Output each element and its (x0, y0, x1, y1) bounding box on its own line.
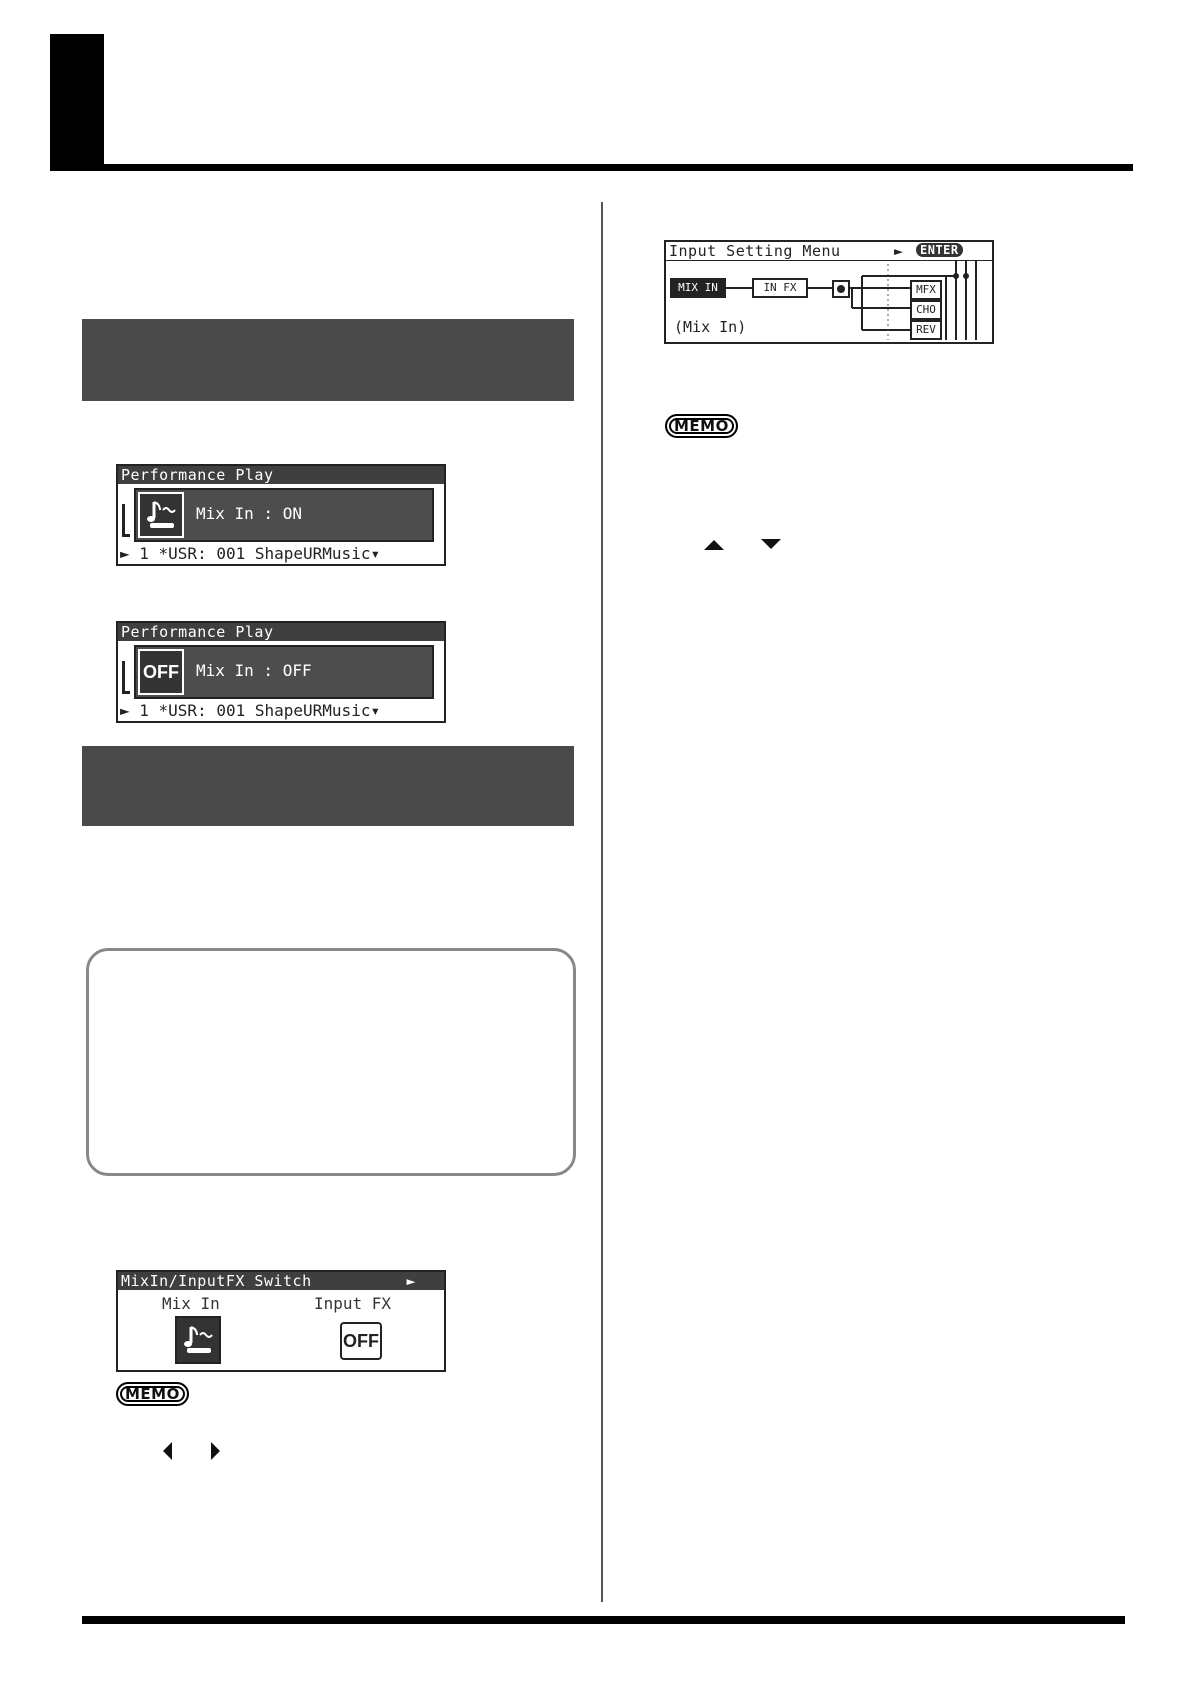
block-cho[interactable]: CHO (910, 300, 942, 320)
section-heading-bar-2 (82, 746, 574, 826)
lcd-performance-play-off (116, 621, 446, 723)
cursor-right-icon (211, 1442, 220, 1460)
music-note-mix-icon (138, 492, 184, 538)
lcd-mixin-inputfx-switch (116, 1270, 446, 1372)
off-icon-text: OFF (343, 1330, 379, 1351)
lcd-footer: ► 1 *USR: 001 ShapeURMusic▾ (120, 544, 381, 563)
block-rev[interactable]: REV (910, 320, 942, 340)
level-knob-icon (832, 280, 850, 298)
lcd-title-arrow-icon: ► (894, 242, 904, 260)
lcd-bracket (122, 661, 130, 694)
cursor-left-icon (163, 1442, 172, 1460)
lcd-panel (134, 488, 434, 542)
selected-block-caption: (Mix In) (674, 318, 747, 336)
chapter-tab-block (50, 34, 104, 171)
lcd-input-setting-menu (664, 240, 994, 344)
off-icon (138, 649, 184, 695)
lcd-panel (134, 645, 434, 699)
input-fx-label: Input FX (314, 1294, 392, 1313)
note-box (86, 948, 576, 1176)
input-fx-toggle[interactable] (340, 1322, 382, 1360)
mix-in-toggle[interactable] (175, 1316, 221, 1364)
block-mix-in[interactable]: MIX IN (670, 278, 726, 298)
music-note-mix-icon (181, 1323, 215, 1357)
footer-rule (82, 1616, 1125, 1624)
lcd-footer: ► 1 *USR: 001 ShapeURMusic▾ (120, 701, 381, 720)
lcd-title-arrow-icon: ► (406, 1272, 416, 1290)
memo-badge: MEMO (116, 1382, 189, 1406)
lcd-title-text: Input Setting Menu (669, 242, 841, 260)
lcd-performance-play-on (116, 464, 446, 566)
memo-badge: MEMO (665, 414, 738, 438)
mix-in-label: Mix In (162, 1294, 220, 1313)
section-heading-bar-1 (82, 319, 574, 401)
inc-down-icon (761, 539, 781, 549)
lcd-bracket (122, 504, 130, 537)
lcd-title-text: MixIn/InputFX Switch (121, 1272, 312, 1290)
block-mfx[interactable]: MFX (910, 280, 942, 300)
block-in-fx[interactable]: IN FX (752, 278, 808, 298)
lcd-panel-text: Mix In : ON (196, 504, 302, 523)
dec-up-icon (704, 540, 724, 550)
enter-button[interactable]: ENTER (916, 243, 963, 257)
column-divider (601, 202, 603, 1602)
lcd-title (118, 1272, 444, 1290)
lcd-title: Performance Play (118, 623, 444, 641)
lcd-panel-text: Mix In : OFF (196, 661, 312, 680)
off-icon-text: OFF (143, 661, 179, 682)
lcd-title: Performance Play (118, 466, 444, 484)
header-rule (50, 164, 1133, 171)
